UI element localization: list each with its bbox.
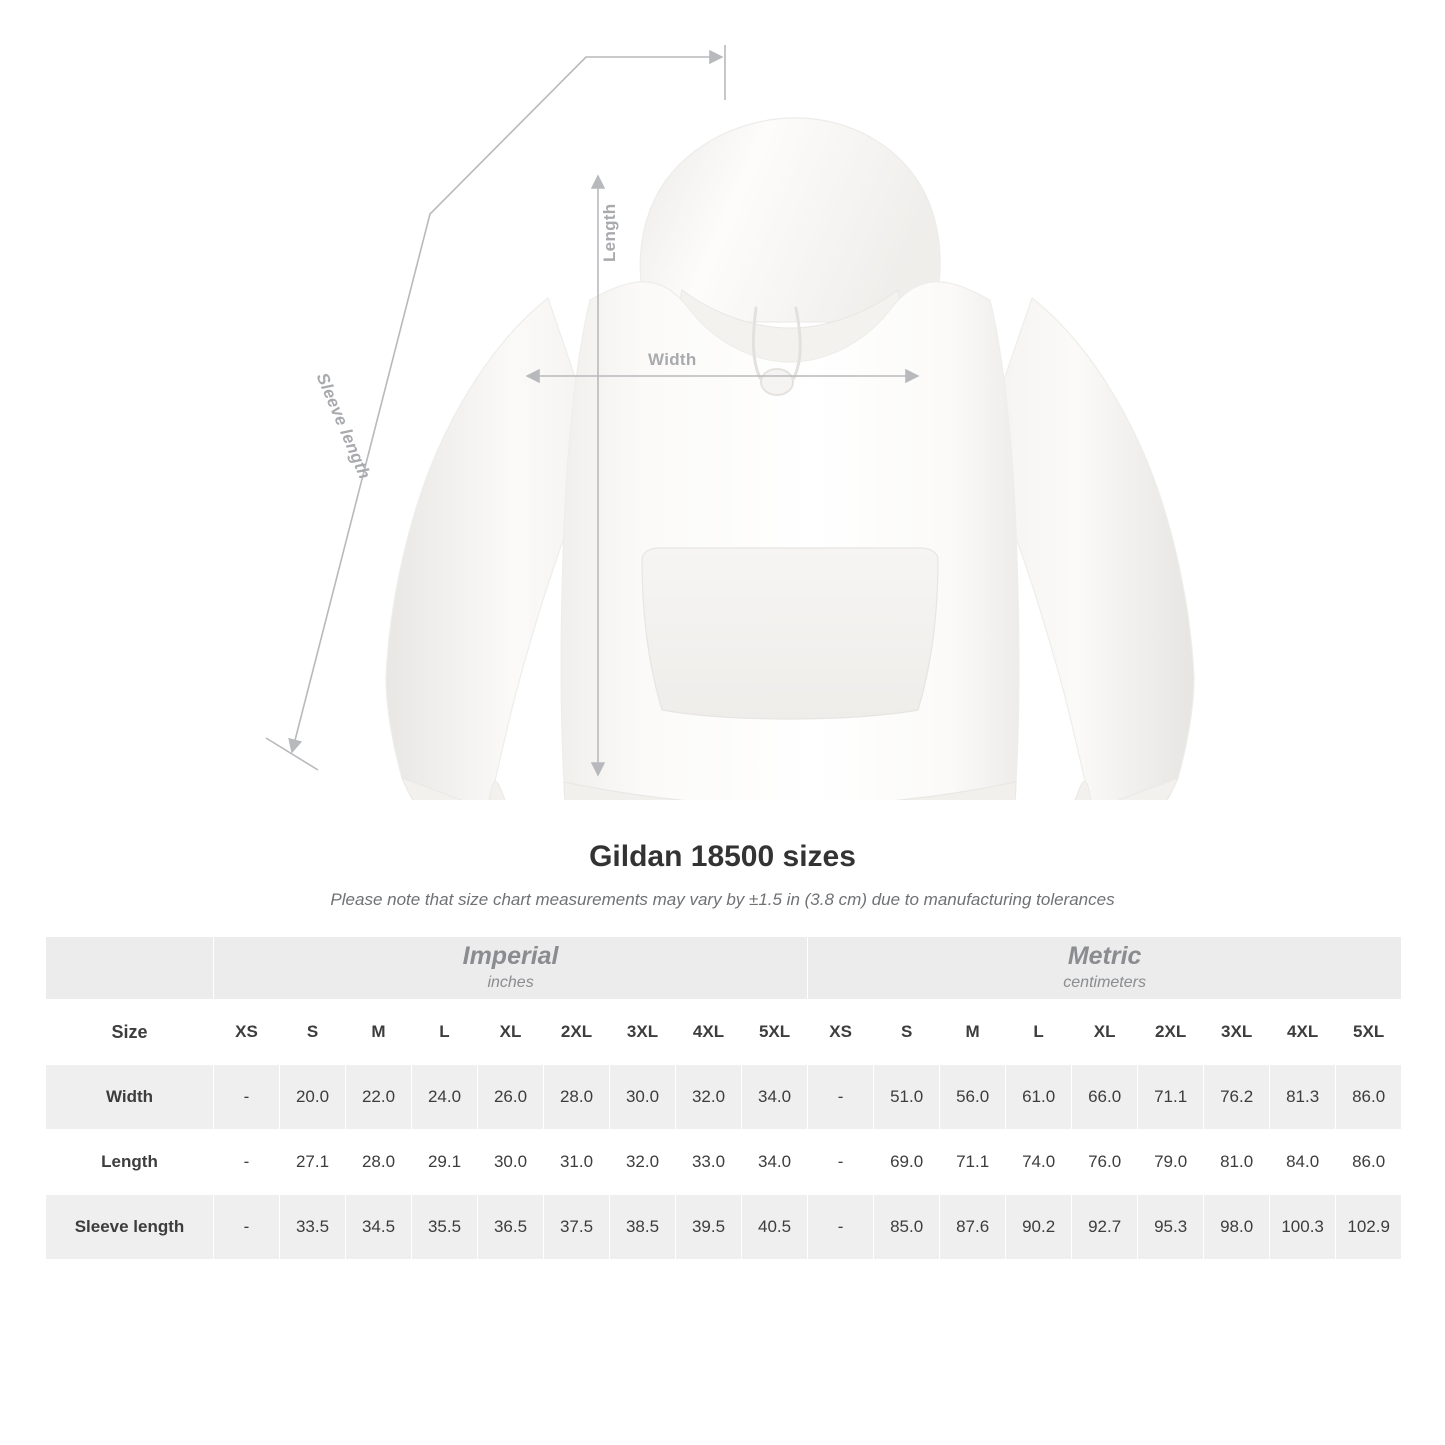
sleeve-imperial-s: 33.5	[280, 1195, 346, 1260]
length-imperial-3xl: 32.0	[610, 1130, 676, 1195]
header-imperial-l: L	[412, 1000, 478, 1065]
header-imperial-s: S	[280, 1000, 346, 1065]
header-imperial-3xl: 3XL	[610, 1000, 676, 1065]
sleeve-metric-l: 90.2	[1006, 1195, 1072, 1260]
length-metric-2xl: 79.0	[1138, 1130, 1204, 1195]
header-size: Size	[46, 1000, 214, 1065]
sleeve-metric-xl: 92.7	[1072, 1195, 1138, 1260]
sleeve-imperial-m: 34.5	[346, 1195, 412, 1260]
sleeve-imperial-5xl: 40.5	[742, 1195, 808, 1260]
unit-header-row	[46, 937, 1402, 1000]
header-metric-m: M	[940, 1000, 1006, 1065]
unit-header-spacer	[46, 937, 214, 1000]
header-metric-xl: XL	[1072, 1000, 1138, 1065]
width-imperial-3xl: 30.0	[610, 1065, 676, 1130]
length-metric-5xl: 86.0	[1336, 1130, 1402, 1195]
width-metric-s: 51.0	[874, 1065, 940, 1130]
length-imperial-xl: 30.0	[478, 1130, 544, 1195]
header-imperial-2xl: 2XL	[544, 1000, 610, 1065]
sleeve-imperial-4xl: 39.5	[676, 1195, 742, 1260]
length-imperial-s: 27.1	[280, 1130, 346, 1195]
unit-header-metric	[808, 937, 1402, 1000]
sleeve-imperial-3xl: 38.5	[610, 1195, 676, 1260]
width-metric-3xl: 76.2	[1204, 1065, 1270, 1130]
sleeve-imperial-xs: -	[214, 1195, 280, 1260]
label-length: Length	[600, 203, 619, 262]
sleeve-metric-4xl: 100.3	[1270, 1195, 1336, 1260]
unit-sub-imperial: inches	[487, 974, 534, 992]
width-imperial-4xl: 32.0	[676, 1065, 742, 1130]
unit-name-metric: Metric	[1067, 942, 1142, 971]
title-block	[0, 840, 1445, 910]
label-sleeve-length: Sleeve length	[312, 370, 375, 482]
length-metric-xs: -	[808, 1130, 874, 1195]
sleeve-imperial-l: 35.5	[412, 1195, 478, 1260]
width-metric-xl: 66.0	[1072, 1065, 1138, 1130]
length-imperial-2xl: 31.0	[544, 1130, 610, 1195]
sleeve-imperial-2xl: 37.5	[544, 1195, 610, 1260]
label-width: Width	[648, 350, 697, 369]
unit-header-imperial	[214, 937, 808, 1000]
header-imperial-5xl: 5XL	[742, 1000, 808, 1065]
header-imperial-xl: XL	[478, 1000, 544, 1065]
width-imperial-xl: 26.0	[478, 1065, 544, 1130]
tolerance-note: Please note that size chart measurements may vary by ±1.5 in (3.8 cm) due to manufacturing tolerances	[330, 890, 1115, 909]
width-metric-l: 61.0	[1006, 1065, 1072, 1130]
header-metric-3xl: 3XL	[1204, 1000, 1270, 1065]
sleeve-metric-5xl: 102.9	[1336, 1195, 1402, 1260]
length-metric-m: 71.1	[940, 1130, 1006, 1195]
width-metric-5xl: 86.0	[1336, 1065, 1402, 1130]
table-row	[46, 1065, 1402, 1130]
sleeve-metric-xs: -	[808, 1195, 874, 1260]
length-metric-4xl: 84.0	[1270, 1130, 1336, 1195]
page-title: Gildan 18500 sizes	[589, 840, 856, 873]
sleeve-metric-3xl: 98.0	[1204, 1195, 1270, 1260]
length-imperial-l: 29.1	[412, 1130, 478, 1195]
header-metric-4xl: 4XL	[1270, 1000, 1336, 1065]
header-metric-l: L	[1006, 1000, 1072, 1065]
table-row	[46, 1130, 1402, 1195]
length-imperial-m: 28.0	[346, 1130, 412, 1195]
header-metric-s: S	[874, 1000, 940, 1065]
width-imperial-5xl: 34.0	[742, 1065, 808, 1130]
column-header-row	[46, 1000, 1402, 1065]
table-row	[46, 1195, 1402, 1260]
width-metric-xs: -	[808, 1065, 874, 1130]
width-imperial-s: 20.0	[280, 1065, 346, 1130]
width-imperial-l: 24.0	[412, 1065, 478, 1130]
unit-sub-metric: centimeters	[1063, 974, 1146, 992]
header-metric-5xl: 5XL	[1336, 1000, 1402, 1065]
row-label-length: Length	[46, 1130, 214, 1195]
length-metric-3xl: 81.0	[1204, 1130, 1270, 1195]
row-label-sleeve-length: Sleeve length	[46, 1195, 214, 1260]
header-imperial-m: M	[346, 1000, 412, 1065]
width-imperial-2xl: 28.0	[544, 1065, 610, 1130]
sleeve-imperial-xl: 36.5	[478, 1195, 544, 1260]
length-imperial-4xl: 33.0	[676, 1130, 742, 1195]
sleeve-metric-2xl: 95.3	[1138, 1195, 1204, 1260]
header-imperial-4xl: 4XL	[676, 1000, 742, 1065]
length-imperial-xs: -	[214, 1130, 280, 1195]
header-metric-2xl: 2XL	[1138, 1000, 1204, 1065]
size-table	[45, 936, 1402, 1260]
header-imperial-xs: XS	[214, 1000, 280, 1065]
length-metric-xl: 76.0	[1072, 1130, 1138, 1195]
length-imperial-5xl: 34.0	[742, 1130, 808, 1195]
sleeve-metric-m: 87.6	[940, 1195, 1006, 1260]
width-metric-4xl: 81.3	[1270, 1065, 1336, 1130]
length-metric-s: 69.0	[874, 1130, 940, 1195]
row-label-width: Width	[46, 1065, 214, 1130]
header-metric-xs: XS	[808, 1000, 874, 1065]
size-table-wrapper	[0, 936, 1445, 1260]
width-metric-2xl: 71.1	[1138, 1065, 1204, 1130]
width-metric-m: 56.0	[940, 1065, 1006, 1130]
width-imperial-m: 22.0	[346, 1065, 412, 1130]
unit-name-imperial: Imperial	[462, 942, 559, 971]
length-metric-l: 74.0	[1006, 1130, 1072, 1195]
sleeve-metric-s: 85.0	[874, 1195, 940, 1260]
width-imperial-xs: -	[214, 1065, 280, 1130]
